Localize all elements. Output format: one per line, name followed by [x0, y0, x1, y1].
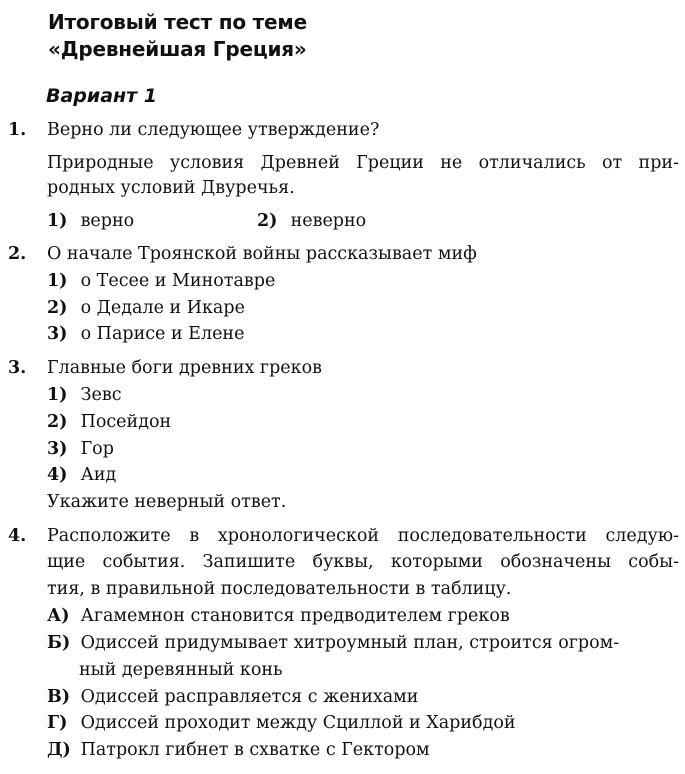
option-text: неверно — [290, 211, 367, 231]
option-number: 2) — [47, 298, 68, 318]
option-number: 1) — [47, 271, 68, 291]
question-3-number: 3. — [8, 358, 27, 378]
question-4-option-b — [47, 632, 619, 654]
question-3-note: Укажите неверный ответ. — [47, 492, 287, 512]
option-number: 4) — [47, 465, 68, 485]
question-2-text: О начале Троянской войны рассказывает миф — [47, 244, 477, 264]
question-1-text: Верно ли следующее утверждение? — [47, 120, 380, 140]
question-3-option-3 — [47, 438, 114, 460]
question-2-number: 2. — [8, 244, 27, 264]
option-letter: Б) — [47, 633, 71, 653]
question-4-number: 4. — [8, 526, 27, 546]
option-number: 2) — [257, 211, 278, 231]
option-number: 3) — [47, 324, 68, 344]
question-4-text-line-3: тия, в правильной последовательности в таблицу. — [47, 579, 512, 599]
question-1-statement-line-2: родных условий Двуречья. — [47, 178, 295, 198]
option-letter: А) — [47, 606, 70, 626]
question-1-statement-line-1: Природные условия Древней Греции не отличались от при- — [47, 153, 679, 173]
option-text: Патрокл гибнет в схватке с Гектором — [80, 740, 430, 760]
option-text: Одиссей проходит между Сциллой и Харибдой — [80, 713, 516, 733]
option-text: Посейдон — [80, 412, 172, 432]
option-text: о Дедале и Икаре — [80, 298, 245, 318]
question-2-option-3 — [47, 323, 244, 345]
option-text: Гор — [80, 439, 114, 459]
page-title-line-1: Итоговый тест по теме — [48, 10, 307, 34]
question-4-text-line-2: щие события. Запишите буквы, которыми обозначены собы- — [47, 552, 679, 572]
question-3-option-2 — [47, 411, 171, 433]
option-number: 3) — [47, 439, 68, 459]
option-text: о Парисе и Елене — [80, 324, 245, 344]
option-number: 1) — [47, 385, 68, 405]
option-number: 2) — [47, 412, 68, 432]
question-3-option-4 — [47, 464, 116, 486]
question-1-option-1 — [47, 210, 134, 232]
question-1-option-2 — [257, 210, 366, 232]
question-4-option-a — [47, 605, 510, 627]
option-text: о Тесее и Минотавре — [80, 271, 276, 291]
question-3-option-1 — [47, 384, 122, 406]
question-2-option-2 — [47, 297, 245, 319]
question-4-text-line-1: Расположите в хронологической последовательности следую- — [47, 526, 679, 546]
variant-heading: Вариант 1 — [46, 85, 158, 107]
option-text: Одиссей расправляется с женихами — [80, 687, 419, 707]
question-3-text: Главные боги древних греков — [47, 358, 322, 378]
question-2-option-1 — [47, 270, 275, 292]
question-1-number: 1. — [8, 120, 27, 140]
option-letter: Д) — [47, 740, 71, 760]
question-4-option-b-continuation: ный деревянный конь — [79, 660, 283, 680]
option-text: Агамемнон становится предводителем греков — [80, 606, 510, 626]
question-4-option-d — [47, 739, 430, 761]
option-text: Аид — [80, 465, 117, 485]
option-letter: В) — [47, 687, 71, 707]
option-text: Зевс — [80, 385, 122, 405]
question-4-option-v — [47, 686, 418, 708]
option-letter: Г) — [47, 713, 68, 733]
question-4-option-g — [47, 712, 516, 734]
option-number: 1) — [47, 211, 68, 231]
option-text: верно — [80, 211, 135, 231]
page-title-line-2: «Древнейшая Греция» — [48, 37, 307, 61]
option-text: Одиссей придумывает хитроумный план, строится огром- — [80, 633, 620, 653]
